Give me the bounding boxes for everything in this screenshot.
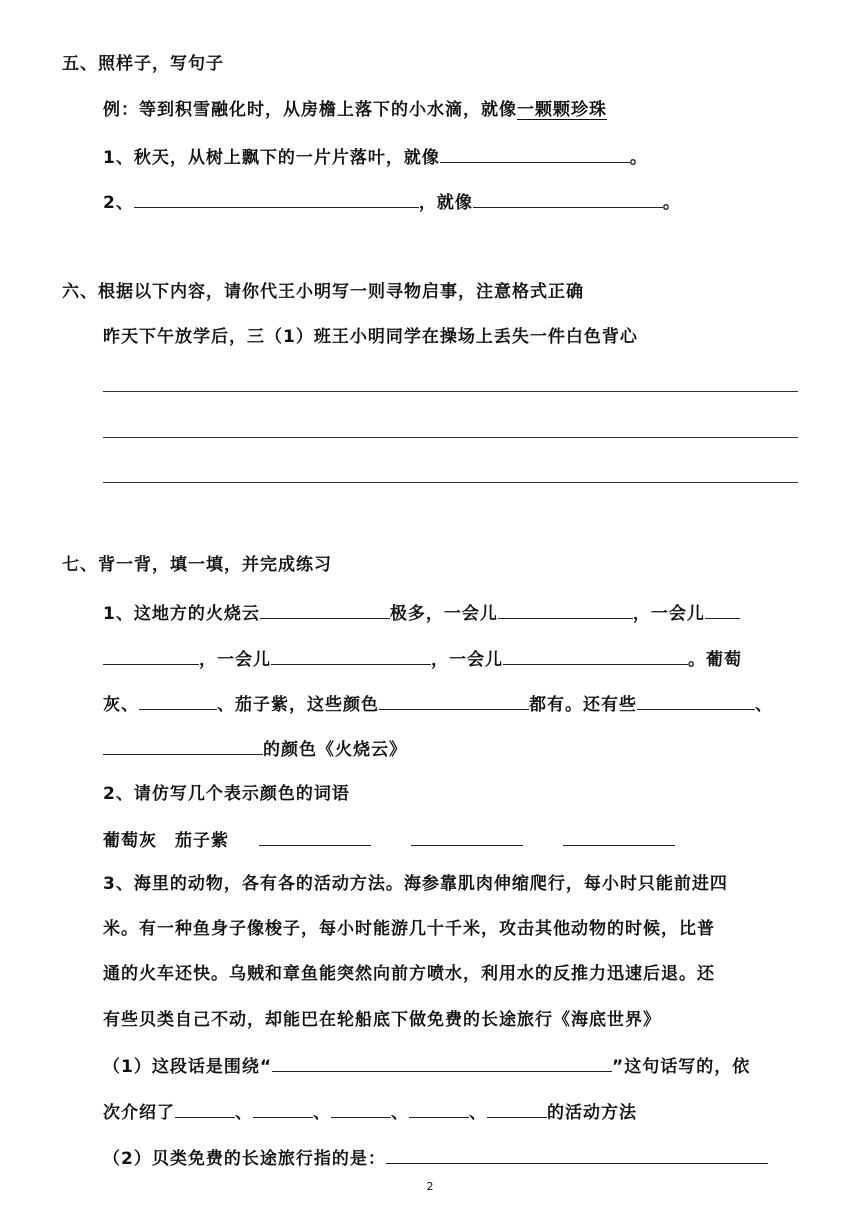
- lost-item-content: 昨天下午放学后，三（1）班王小明同学在操场上丢失一件白色背心: [103, 327, 638, 347]
- answer-line-1[interactable]: [103, 391, 798, 392]
- q5-1-blank[interactable]: [440, 144, 630, 163]
- q5-1: 1、秋天，从树上飘下的一片片落叶，就像 。: [103, 144, 648, 170]
- fill-blank[interactable]: [487, 1099, 547, 1118]
- q5-2-blank-a[interactable]: [134, 189, 419, 208]
- answer-line-2[interactable]: [103, 437, 798, 438]
- q5-2-blank-b[interactable]: [473, 189, 663, 208]
- section-5-heading: 五、照样子，写句子: [62, 54, 224, 74]
- fill-blank[interactable]: [103, 736, 263, 755]
- q7-3-sub2: （2）贝类免费的长途旅行指的是：: [103, 1145, 768, 1171]
- fill-blank[interactable]: [260, 600, 390, 619]
- q7-3-line2: 米。有一种鱼身子像梭子，每小时能游几十千米，攻击其他动物的时候，比普: [103, 919, 715, 939]
- fill-blank[interactable]: [259, 827, 371, 846]
- fill-blank[interactable]: [498, 600, 633, 619]
- q7-3-line1: 3、海里的动物，各有各的活动方法。海参靠肌肉伸缩爬行，每小时只能前进四: [103, 874, 728, 894]
- fill-blank[interactable]: [503, 646, 688, 665]
- section-7-heading: 七、背一背，填一填，并完成练习: [62, 555, 332, 575]
- answer-line-3[interactable]: [103, 482, 798, 483]
- q7-1-line4: 的颜色《火烧云》: [103, 736, 407, 762]
- q7-3-line3: 通的火车还快。乌贼和章鱼能突然向前方喷水，利用水的反推力迅速后退。还: [103, 964, 715, 984]
- example-answer: 一颗颗珍珠: [517, 100, 607, 120]
- fill-blank[interactable]: [563, 827, 675, 846]
- fill-blank[interactable]: [331, 1099, 391, 1118]
- page-number: 2: [426, 1180, 434, 1193]
- q5-2: 2、 ，就像 。: [103, 189, 681, 215]
- fill-blank[interactable]: [272, 1053, 612, 1072]
- example-sentence: 例：等到积雪融化时，从房檐上落下的小水滴，就像一颗颗珍珠: [103, 100, 607, 120]
- q7-1-line1: 1、这地方的火烧云 极多，一会儿 ，一会儿: [103, 600, 740, 626]
- q7-1-line2: ，一会儿 ，一会儿 。葡萄: [103, 646, 742, 672]
- q7-3-sub1: （1）这段话是围绕“ ”这句话写的，依: [103, 1053, 750, 1079]
- q7-2: 2、请仿写几个表示颜色的词语: [103, 784, 350, 804]
- fill-blank[interactable]: [253, 1099, 313, 1118]
- fill-blank[interactable]: [103, 646, 199, 665]
- fill-blank[interactable]: [139, 691, 217, 710]
- fill-blank[interactable]: [386, 1145, 768, 1164]
- q7-3-line4: 有些贝类自己不动，却能巴在轮船底下做免费的长途旅行《海底世界》: [103, 1010, 661, 1030]
- q7-1-line3: 灰、 、茄子紫，这些颜色 都有。还有些 、: [103, 691, 773, 717]
- q7-2-words: 葡萄灰 茄子紫: [103, 827, 675, 853]
- fill-blank[interactable]: [175, 1099, 235, 1118]
- fill-blank[interactable]: [411, 827, 523, 846]
- fill-blank[interactable]: [409, 1099, 469, 1118]
- fill-blank[interactable]: [705, 600, 740, 619]
- fill-blank[interactable]: [379, 691, 529, 710]
- section-6-heading: 六、根据以下内容，请你代王小明写一则寻物启事，注意格式正确: [62, 282, 584, 302]
- fill-blank[interactable]: [637, 691, 755, 710]
- fill-blank[interactable]: [271, 646, 431, 665]
- q7-3-sub1-cont: 次介绍了 、 、 、 、 的活动方法: [103, 1099, 637, 1125]
